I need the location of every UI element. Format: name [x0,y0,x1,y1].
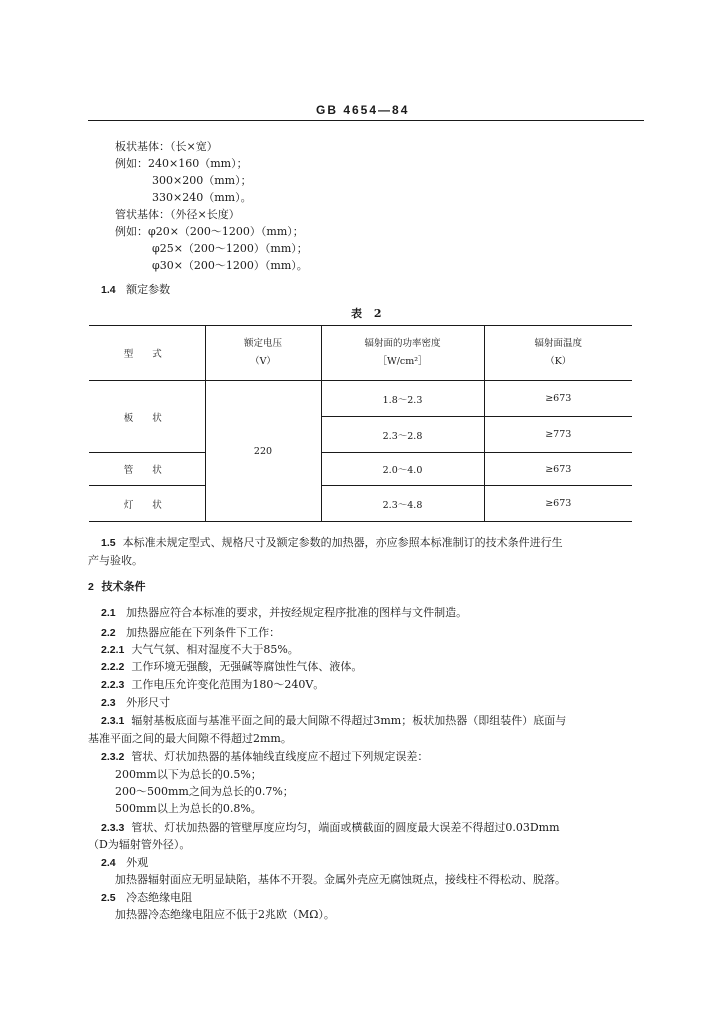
temperature-cell: ≥673 [484,453,632,486]
type-cell: 管 状 [89,453,205,486]
tube-example-2: φ25×（200～1200）（mm）； [152,242,308,255]
table-row [89,486,632,522]
header-power-density: 辐射面的功率密度 ［W/cm²］ [321,326,484,381]
plate-example-2: 300×200（mm）； [152,174,252,187]
plate-base-label: 板状基体：（长×宽） [115,140,218,153]
tube-example-1: 例如：φ20×（200～1200）（mm）； [115,225,304,238]
section-2-2-2: 2.2.2 工作环境无强酸，无强碱等腐蚀性气体、液体。 [101,660,363,673]
section-title: 额定参数 [126,283,171,296]
section-2-3-1-line-2: 基准平面之间的最大间隙不得超过2mm。 [88,732,292,745]
tolerance-item-1: 200mm以下为总长的0.5%； [115,768,262,781]
type-cell: 灯 状 [89,486,205,522]
section-2-4-heading: 2.4 外观 [101,856,149,869]
section-2-2-1: 2.2.1 大气气氛、相对湿度不大于85%。 [101,643,299,656]
section-number: 1.4 [101,284,116,296]
header-voltage: 额定电压 （V） [205,326,321,381]
temperature-cell: ≥673 [484,486,632,522]
header-temperature: 辐射面温度 （K） [484,326,632,381]
table-header-row [89,326,632,381]
table-row [89,381,632,417]
section-1-5-line-2: 产与验收。 [88,554,143,567]
section-2-2: 2.2 加热器应能在下列条件下工作： [101,626,281,639]
type-cell: 板 状 [89,381,205,453]
plate-example-3: 330×240（mm）。 [152,191,252,204]
section-1-5-line-1: 1.5 本标准未规定型式、规格尺寸及额定参数的加热器，亦应参照本标准制订的技术条件进行生 [101,536,563,549]
tube-example-3: φ30×（200～1200）（mm）。 [152,259,308,272]
section-2-3-1-line-1: 2.3.1 辐射基板底面与基准平面之间的最大间隙不得超过3mm；板状加热器（即组装件）底面与 [101,714,567,727]
density-cell: 2.3～4.8 [321,486,484,522]
section-2-1: 2.1 加热器应符合本标准的要求，并按经规定程序批准的图样与文件制造。 [101,606,468,619]
section-2-3-3-line-2: （D为辐射管外径）。 [88,838,191,851]
tolerance-item-2: 200～500mm之间为总长的0.7%； [115,785,294,798]
section-2-3: 2.3 外形尺寸 [101,696,171,709]
temperature-cell: ≥773 [484,417,632,453]
table-row [89,453,632,486]
header-type: 型 式 [89,326,205,381]
section-2-3-3-line-1: 2.3.3 管状、灯状加热器的管壁厚度应均匀，端面或横截面的圆度最大误差不得超过0.03Dmm [101,821,560,834]
density-cell: 2.0～4.0 [321,453,484,486]
section-2-3-2: 2.3.2 管状、灯状加热器的基体轴线直线度应不超过下列规定误差： [101,750,429,763]
tolerance-item-3: 500mm以上为总长的0.8%。 [115,802,262,815]
voltage-cell: 220 [205,381,321,522]
standard-code-header: GB 4654—84 [316,103,410,117]
section-2-4-text: 加热器辐射面应无明显缺陷，基体不开裂。金属外壳应无腐蚀斑点，接线柱不得松动、脱落。 [115,873,566,886]
section-2-5-heading: 2.5 冷态绝缘电阻 [101,891,193,904]
table-caption: 表 2 [351,307,386,320]
plate-example-1: 例如：240×160（mm）； [115,157,248,170]
temperature-cell: ≥673 [484,381,632,417]
rated-parameters-table [89,325,632,522]
section-1-4-heading [101,283,170,297]
section-2-heading: 2 技术条件 [88,580,146,593]
density-cell: 1.8～2.3 [321,381,484,417]
header-rule [88,120,644,121]
density-cell: 2.3～2.8 [321,417,484,453]
section-2-2-3: 2.2.3 工作电压允许变化范围为180～240V。 [101,678,325,691]
tube-base-label: 管状基体：（外径×长度） [115,208,240,221]
section-2-5-text: 加热器冷态绝缘电阻应不低于2兆欧（MΩ）。 [115,908,335,921]
